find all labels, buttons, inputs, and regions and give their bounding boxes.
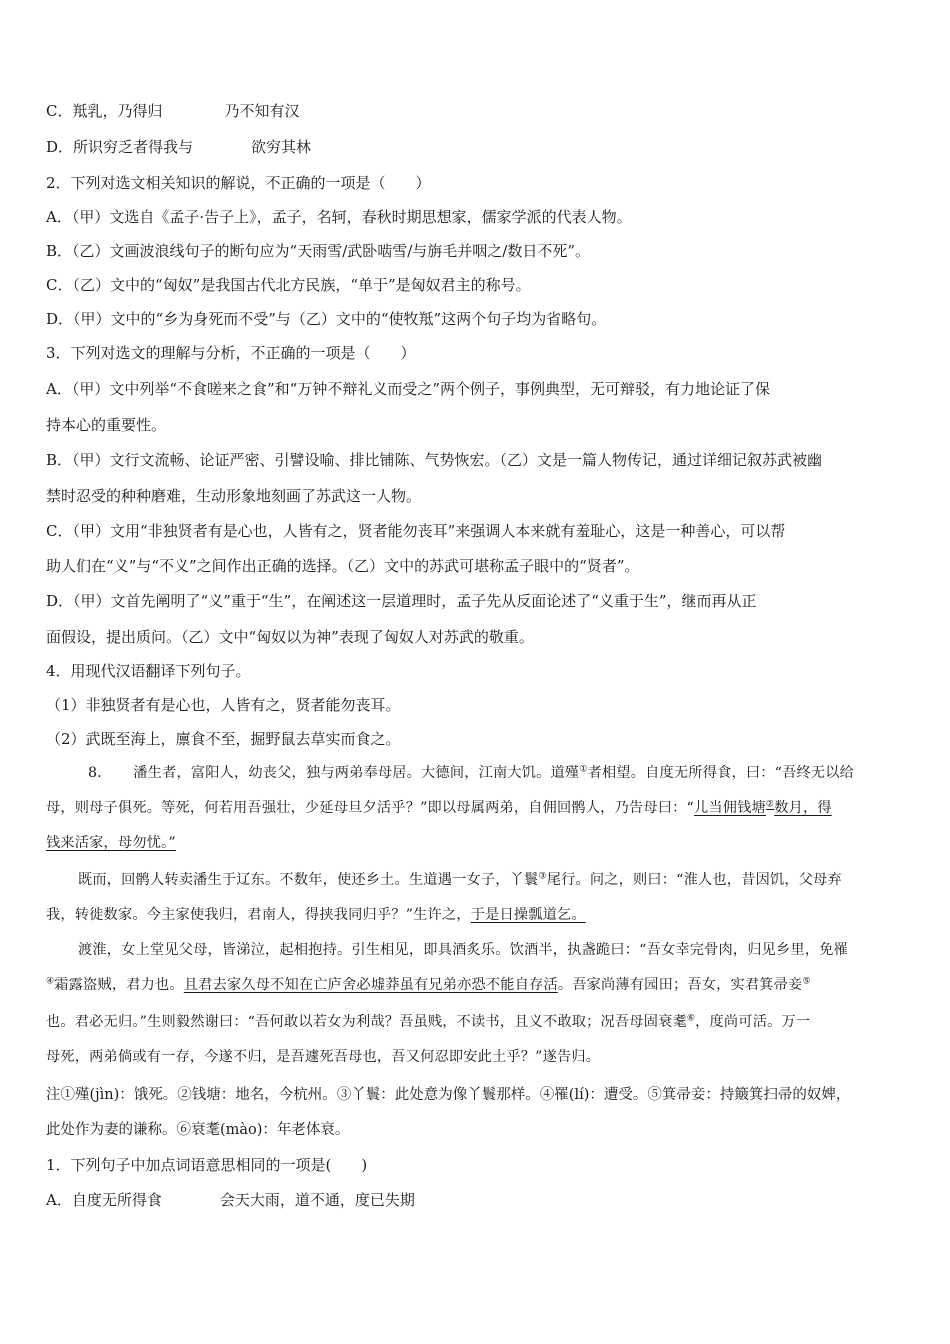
- footnote-marker: ④: [46, 976, 55, 987]
- text-span: 我，转徙数家。今主家使我归，君南人，得挟我同归乎？”生许之，: [46, 907, 471, 923]
- option-left: 所识穷乏者得我与: [73, 138, 194, 156]
- passage-8-line8: [46, 1011, 908, 1033]
- q1-next-option-a: [46, 1189, 908, 1211]
- q4-sentence-2: （2）武既至海上，廪食不至，掘野鼠去草实而食之。: [46, 730, 401, 748]
- q2-option-a: A．（甲）文选自《孟子·告子上》，孟子，名轲，春秋时期思想家，儒家学派的代表人物。: [46, 208, 632, 226]
- underlined-text: 儿当佣钱塘: [693, 800, 766, 816]
- option-c-prev: [46, 100, 908, 122]
- text-span: ，度尚可活。万一: [695, 1014, 811, 1030]
- q4-sentence-1: （1）非独贤者有是心也，人皆有之，贤者能勿丧耳。: [46, 696, 401, 714]
- text-span: 者相望。自度无所得食，曰：“吾终无以给: [587, 765, 855, 781]
- text-span: 尾行。问之，则曰：“淮人也，昔因饥，父母弃: [546, 872, 842, 888]
- option-left: 自度无所得食: [71, 1191, 162, 1209]
- option-d-prev: [46, 136, 908, 158]
- passage-8-line6: 渡淮，女上堂见父母，皆涕泣，起相抱持。引生相见，即具酒炙乐。饮酒半，执盏跪曰：“吾女幸完骨肉，归见乡里，免罹: [78, 942, 848, 958]
- underlined-text: 且君去家久母不知在亡庐舍必墟莽虽有兄弟亦恐不能自存活: [183, 977, 558, 993]
- footnote-marker: ⑤: [802, 976, 811, 987]
- passage-8-line9: 母死，两弟倘或有一存，今遂不归，是吾遽死吾母也，吾又何忍即安此土乎？”遂告归。: [46, 1049, 601, 1065]
- q3-option-b-line2: 禁时忍受的种种磨难，生动形象地刻画了苏武这一人物。: [46, 487, 422, 505]
- q4-stem: 4．用现代汉语翻译下列句子。: [46, 662, 251, 680]
- option-label: D．: [46, 138, 74, 156]
- q3-option-d-line1: D．（甲）文首先阐明了“义”重于“生”，在阐述这一层道理时，孟子先从反面论述了“义重于生”，继而再从正: [46, 592, 757, 610]
- underlined-text: 钱来活家，母勿忧。”: [46, 835, 176, 851]
- option-label: C．: [46, 102, 73, 120]
- passage-8-line5: [46, 904, 908, 926]
- text-span: 也。君必无归。”生则毅然谢曰：“吾何敢以若女为利哉？吾虽贱，不读书，且义不敢取；况吾母固衰耄: [46, 1014, 687, 1030]
- footnotes-line2: 此处作为妻的谦称。⑥衰耄(mào)：年老体衰。: [46, 1122, 350, 1138]
- q3-option-b-line1: B．（甲）文行文流畅、论证严密、引譬设喻、排比铺陈、气势恢宏。（乙）文是一篇人物传记，通过详细记叙苏武被幽: [46, 451, 823, 469]
- text-span: 。吾家尚薄有园田；吾女，实君箕帚妾: [557, 977, 803, 993]
- footnote-marker: ①: [579, 764, 588, 775]
- q2-option-d: D．（甲）文中的“乡为身死而不受”与（乙）文中的“使牧羝”这两个句子均为省略句。: [46, 310, 607, 328]
- text-span: 既而，回鹘人转卖潘生于辽东。不数年，使还乡土。生道遇一女子，丫鬟: [78, 872, 539, 888]
- passage-8-line1: [88, 762, 908, 784]
- q3-option-a-line2: 持本心的重要性。: [46, 416, 167, 434]
- footnote-marker: ⑥: [686, 1013, 696, 1024]
- option-label: A．: [46, 1191, 72, 1209]
- option-left: 羝乳，乃得归: [72, 102, 163, 120]
- q2-stem: 2．下列对选文相关知识的解说，不正确的一项是（ ）: [46, 174, 431, 192]
- q3-option-c-line1: C．（甲）文用“非独贤者有是心也，人皆有之，贤者能勿丧耳”来强调人本来就有羞耻心，这是一种善心，可以帮: [46, 522, 786, 540]
- underlined-text: 数月，得: [774, 800, 832, 816]
- footnotes-line1: 注①殣(jìn)：饿死。②钱塘：地名，今杭州。③丫鬟：此处意为像丫鬟那样。④罹(lí)：遭受。⑤箕帚妾：持簸箕扫帚的奴婢，: [46, 1087, 851, 1103]
- q2-option-c: C．（乙）文中的“匈奴”是我国古代北方民族，“单于”是匈奴君主的称号。: [46, 276, 531, 294]
- passage-8-line4: [78, 869, 908, 891]
- q3-stem: 3．下列对选文的理解与分析，不正确的一项是（ ）: [46, 344, 416, 362]
- q3-option-c-line2: 助人们在“义”与“不义”之间作出正确的选择。（乙）文中的苏武可堪称孟子眼中的“贤者”。: [46, 557, 640, 575]
- option-right: 会天大雨，道不通，度已失期: [219, 1191, 415, 1209]
- text-span: 霜露盗贼，君力也。: [54, 977, 184, 993]
- option-right: 欲穷其林: [251, 138, 312, 156]
- text-span: 8． 潘生者，富阳人，幼丧父，独与两弟奉母居。大德间，江南大饥。道殣: [88, 765, 580, 781]
- footnote-marker: ③: [538, 871, 547, 882]
- passage-8-line2: [46, 797, 908, 819]
- q3-option-a-line1: A．（甲）文中列举“不食嗟来之食”和“万钟不辩礼义而受之”两个例子，事例典型，无可辩驳，有力地论证了保: [46, 380, 771, 398]
- footnote-marker: ②: [765, 799, 775, 810]
- text-span: 母，则母子俱死。等死，何若用吾强壮，少延母旦夕活乎？”即以母属两弟，自佣回鹘人，乃告母曰：“: [46, 800, 694, 816]
- passage-8-line3: [46, 832, 908, 854]
- q3-option-d-line2: 面假设，提出质问。（乙）文中“匈奴以为神”表现了匈奴人对苏武的敬重。: [46, 628, 534, 646]
- passage-8-line7: [46, 974, 908, 996]
- q1-next-stem: 1．下列句子中加点词语意思相同的一项是( ): [46, 1156, 368, 1174]
- underlined-text: 于是日操瓢道乞。: [470, 907, 586, 923]
- q2-option-b: B．（乙）文画波浪线句子的断句应为“天雨雪/武卧啮雪/与旃毛并咽之/数日不死”。: [46, 242, 591, 260]
- option-right: 乃不知有汉: [224, 102, 300, 120]
